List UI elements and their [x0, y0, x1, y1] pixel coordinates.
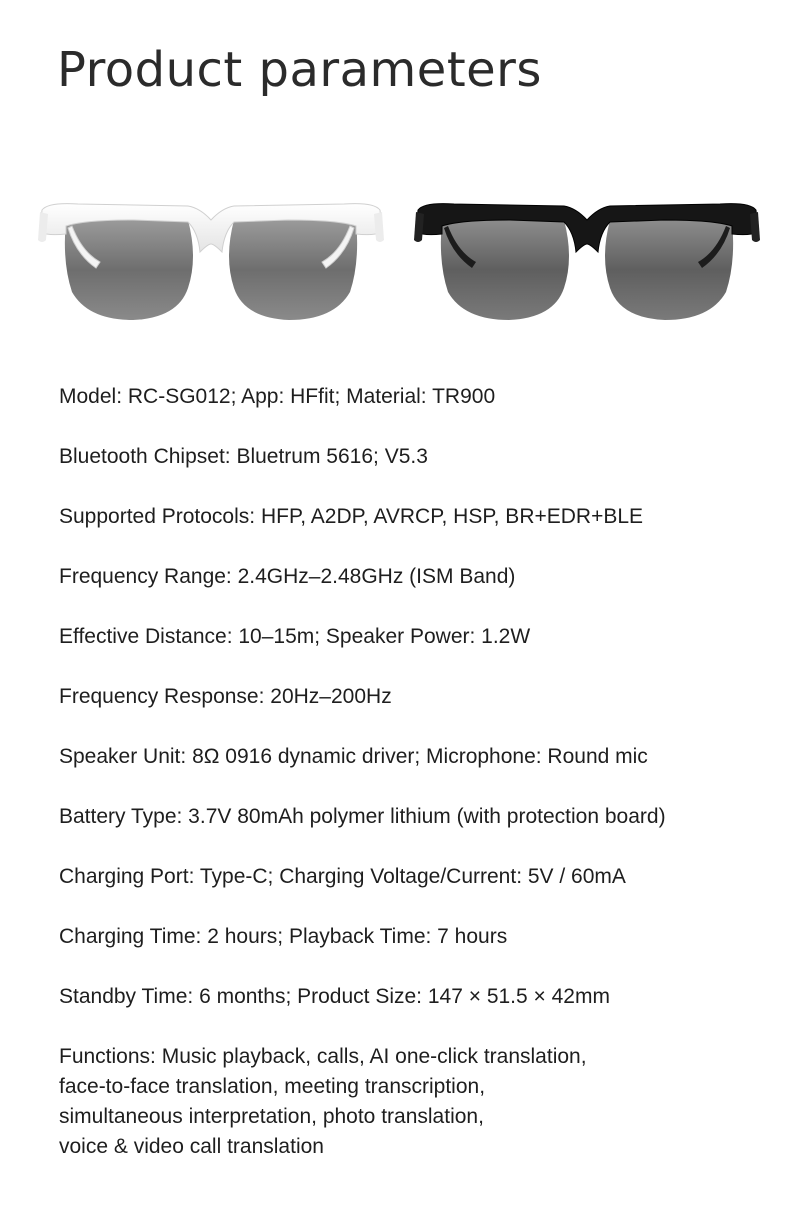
spec-list: [59, 382, 779, 1162]
spec-charging-time: Charging Time: 2 hours; Playback Time: 7 hours: [59, 925, 508, 948]
spec-distance-power: Effective Distance: 10–15m; Speaker Power: 1.2W: [59, 625, 531, 648]
black-sunglasses-image: [414, 192, 760, 328]
spec-charging-port: Charging Port: Type-C; Charging Voltage/Current: 5V / 60mA: [59, 865, 626, 888]
functions-line: Functions: Music playback, calls, AI one-click translation,: [59, 1045, 587, 1068]
functions-line: face-to-face translation, meeting transcription,: [59, 1075, 486, 1098]
page-title: Product parameters: [57, 42, 542, 98]
spec-battery: Battery Type: 3.7V 80mAh polymer lithium (with protection board): [59, 805, 666, 828]
spec-frequency-range: Frequency Range: 2.4GHz–2.48GHz (ISM Band): [59, 565, 516, 588]
spec-protocols: Supported Protocols: HFP, A2DP, AVRCP, HSP, BR+EDR+BLE: [59, 505, 644, 528]
white-sunglasses-image: [38, 192, 384, 328]
spec-model: Model: RC-SG012; App: HFfit; Material: TR900: [59, 385, 496, 408]
spec-functions: [59, 1042, 779, 1162]
spec-frequency-response: Frequency Response: 20Hz–200Hz: [59, 685, 392, 708]
spec-speaker-unit: Speaker Unit: 8Ω 0916 dynamic driver; Microphone: Round mic: [59, 745, 648, 768]
functions-line: voice & video call translation: [59, 1135, 324, 1158]
spec-bluetooth-chipset: Bluetooth Chipset: Bluetrum 5616; V5.3: [59, 445, 428, 468]
spec-standby-size: Standby Time: 6 months; Product Size: 147 × 51.5 × 42mm: [59, 985, 610, 1008]
functions-line: simultaneous interpretation, photo translation,: [59, 1105, 484, 1128]
